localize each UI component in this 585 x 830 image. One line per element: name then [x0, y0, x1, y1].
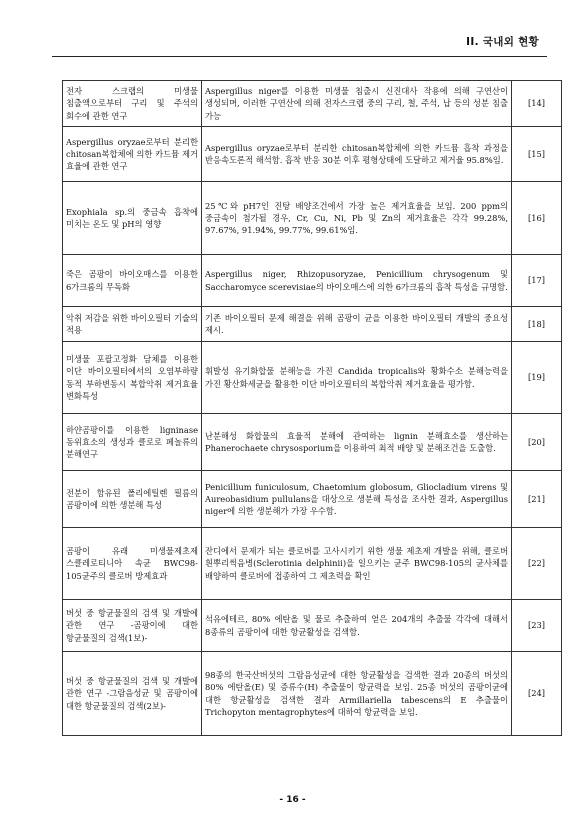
reference-cell: [20] — [512, 414, 562, 471]
table-row — [63, 127, 562, 182]
reference-cell: [15] — [512, 127, 562, 182]
topic-cell: Exophiala sp.의 중금속 흡착에 미치는 온도 및 pH의 영향 — [63, 182, 202, 255]
summary-cell: Aspergillus oryzae로부터 분리한 chitosan복합체에 의한 카드뮴 흡착 과정을 반응속도론적 해석함. 흡착 반응 30분 이후 평형상태에 도달하고 제거율 95.8%임. — [202, 127, 512, 182]
summary-cell: 기존 바이오필터 문제 해결을 위해 곰팡이 균을 이용한 바이오필터 개발의 중요성 제시. — [202, 307, 512, 342]
header-rule — [52, 56, 547, 57]
research-table — [62, 80, 562, 736]
summary-cell: 난분해성 화합물의 효율적 분해에 관여하는 lignin 분해효소를 생산하는 Phanerochaete chrysosporium을 이용하여 최적 배양 및 분해조건을 도출함. — [202, 414, 512, 471]
topic-cell: 죽은 곰팡이 바이오매스를 이용한 6가크롬의 무독화 — [63, 255, 202, 307]
reference-cell: [14] — [512, 81, 562, 127]
summary-cell: 98종의 한국산버섯의 그람음성균에 대한 항균활성을 검색한 결과 20종의 버섯의 80% 에탄올(E) 및 증류수(H) 추출물이 항균력을 보임. 25종 버섯의 곰팡이균에 대한 항균활성을 검색한 결과 Armillariella tabescens의 E 추출물이 Trichopyton mentagrophytes에 대하여 항균력을 보임. — [202, 652, 512, 736]
table-row — [63, 528, 562, 600]
table-row — [63, 182, 562, 255]
topic-cell: 하얀곰팡이를 이용한 ligninase 동위효소의 생성과 클로로 페놀류의 분해연구 — [63, 414, 202, 471]
table-row — [63, 342, 562, 414]
summary-cell: 잔디에서 문제가 되는 클로버를 고사시키기 위한 생물 제초제 개발을 위해, 클로버 흰뿌리썩음병(Sclerotinia delphinii)을 일으키는 균주 BWC98-105의 균사체를 배양하여 클로버에 접종하여 그 제초력을 확인 — [202, 528, 512, 600]
reference-cell: [21] — [512, 471, 562, 528]
page-number: - 16 - — [279, 795, 306, 805]
summary-cell: Aspergillus niger, Rhizopusoryzae, Penicillium chrysogenum 및 Saccharomyce scerevisiae의 바이오매스에 의한 6가크롬의 흡착 특성을 규명함. — [202, 255, 512, 307]
topic-cell: 버섯 중 항균물질의 검색 및 개발에 관한 연구 -곰팡이에 대한 항균물질의 검색(1보)- — [63, 600, 202, 652]
summary-cell: Penicillium funiculosum, Chaetomium globosum, Gliocladium virens 및 Aureobasidium pullulans을 대상으로 생분해 특성을 조사한 결과, Aspergillus niger에 의한 생분해가 가장 우수함. — [202, 471, 512, 528]
summary-cell: 25℃와 pH7인 진탕 배양조건에서 가장 높은 제거효율을 보임. 200 ppm의 중금속이 첨가될 경우, Cr, Cu, Ni, Pb 및 Zn의 제거효율은 각각 99.28%, 97.67%, 91.94%, 99.77%, 99.61%임. — [202, 182, 512, 255]
section-header: II. 국내외 현황 — [466, 36, 539, 48]
table-row — [63, 652, 562, 736]
topic-cell: 전자 스크랩의 미생물 침출액으로부터 구리 및 주석의 회수에 관한 연구 — [63, 81, 202, 127]
reference-cell: [18] — [512, 307, 562, 342]
table-row — [63, 81, 562, 127]
summary-cell: Aspergillus niger를 이용한 미생물 침출시 신진대사 작용에 의해 구연산이 생성되며, 이러한 구연산에 의해 전자스크랩 중의 구리, 철, 주석, 납 등의 성분 침출 가능 — [202, 81, 512, 127]
table-row — [63, 471, 562, 528]
table-row — [63, 600, 562, 652]
reference-cell: [19] — [512, 342, 562, 414]
topic-cell: 미생물 포괄고정화 담체를 이용한 이단 바이오필터에서의 오염부하량 동적 부하변동시 복합악취 제거효율 변화특성 — [63, 342, 202, 414]
summary-cell: 휘발성 유기화합물 분해능을 가진 Candida tropicalis와 황화수소 분해능력을 가진 황산화세균을 활용한 이단 바이오필터의 복합악취 제거효율을 평가함. — [202, 342, 512, 414]
topic-cell: 곰팡이 유래 미생물제초제 스클레로티니아 속균 BWC98-105균주의 클로버 방제효과 — [63, 528, 202, 600]
table-row — [63, 255, 562, 307]
table-row — [63, 414, 562, 471]
reference-cell: [17] — [512, 255, 562, 307]
topic-cell: 악취 저감을 위한 바이오필터 기술의 적용 — [63, 307, 202, 342]
reference-cell: [22] — [512, 528, 562, 600]
topic-cell: Aspergillus oryzae로부터 분리한 chitosan복합체에 의한 카드뮴 제거 효율에 관한 연구 — [63, 127, 202, 182]
reference-cell: [16] — [512, 182, 562, 255]
reference-cell: [24] — [512, 652, 562, 736]
table-row — [63, 307, 562, 342]
topic-cell: 전분이 함유된 폴리에틸렌 필름의 곰팡이에 의한 생분해 특성 — [63, 471, 202, 528]
reference-cell: [23] — [512, 600, 562, 652]
topic-cell: 버섯 중 항균물질의 검색 및 개발에 관한 연구 -그람음성균 및 곰팡이에 대한 항균물질의 검색(2보)- — [63, 652, 202, 736]
summary-cell: 석유에테르, 80% 에탄올 및 물로 추출하여 얻은 204개의 추출물 각각에 대해서 8종류의 곰팡이에 대한 항균활성을 검색함. — [202, 600, 512, 652]
